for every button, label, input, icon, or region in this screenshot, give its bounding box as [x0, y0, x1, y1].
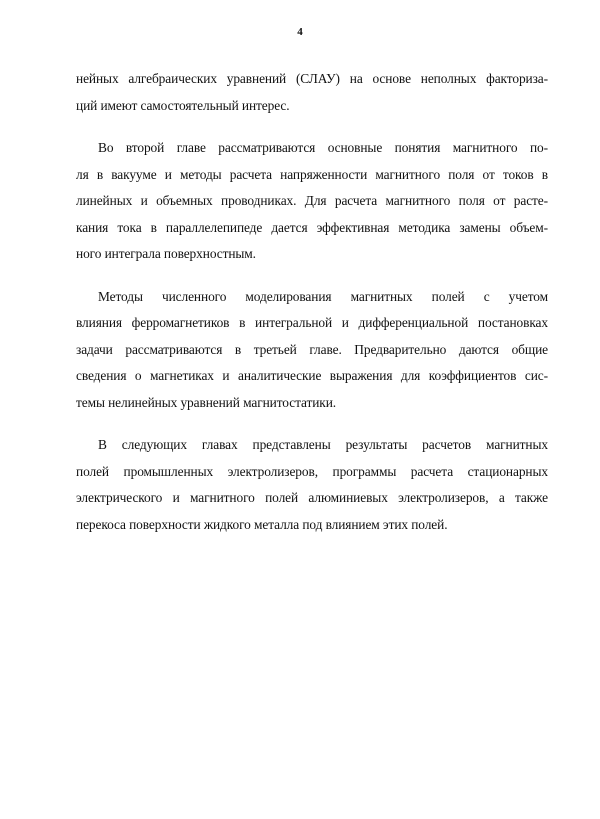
paragraph-1: [76, 66, 548, 119]
text-line: задачи рассматриваются в третьей главе. Предварительно даются общие: [76, 341, 548, 357]
text-line: В следующих главах представлены результаты расчетов магнитных: [98, 437, 548, 452]
paragraph-3: [76, 284, 548, 417]
text-line: электрического и магнитного полей алюминиевых электролизеров, а также: [76, 490, 548, 505]
text-line: ций имеют самостоятельный интерес.: [76, 97, 290, 113]
paragraph-4: [76, 432, 548, 538]
text-line: ля в вакууме и методы расчета напряженности магнитного поля от токов в: [76, 166, 548, 182]
paragraph-2: [76, 135, 548, 268]
text-line: ного интеграла поверхностным.: [76, 246, 256, 261]
text-line: линейных и объемных проводниках. Для расчета магнитного поля от расте-: [76, 193, 548, 208]
text-line: сведения о магнетиках и аналитические выражения для коэффициентов сис-: [76, 368, 548, 383]
text-line: Методы численного моделирования магнитных полей с учетом: [98, 288, 548, 304]
text-line: перекоса поверхности жидкого металла под влиянием этих полей.: [76, 516, 448, 532]
text-line: Во второй главе рассматриваются основные понятия магнитного по-: [98, 140, 548, 155]
body-text: [76, 66, 548, 554]
page-number: 4: [297, 26, 303, 38]
text-line: влияния ферромагнетиков в интегральной и дифференциальной постановках: [76, 315, 548, 330]
text-line: темы нелинейных уравнений магнитостатики.: [76, 394, 337, 410]
text-line: полей промышленных электролизеров, программы расчета стационарных: [76, 463, 548, 479]
text-line: нейных алгебраических уравнений (СЛАУ) на основе неполных факториза-: [76, 71, 548, 86]
text-line: кания тока в параллелепипеде дается эффективная методика замены объем-: [76, 219, 548, 235]
